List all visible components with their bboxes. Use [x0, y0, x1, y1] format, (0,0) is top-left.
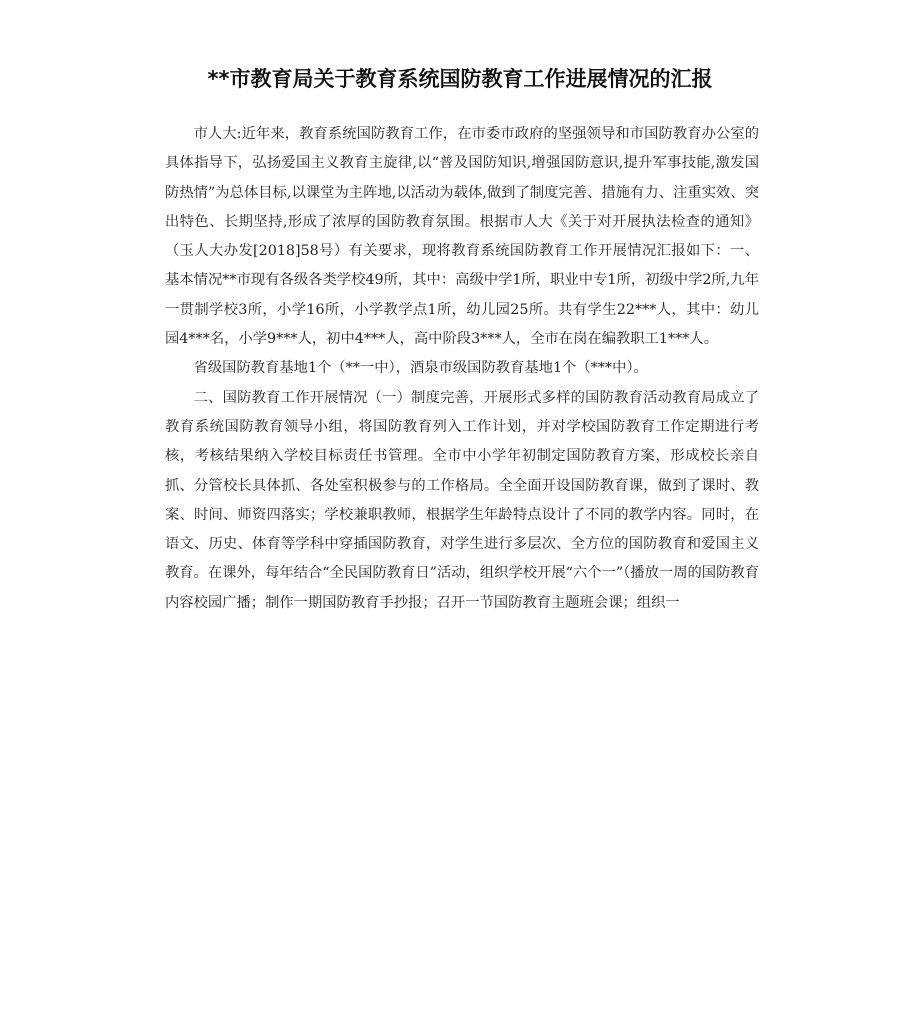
document-title: **市教育局关于教育系统国防教育工作进展情况的汇报: [207, 67, 713, 91]
document-body: [165, 120, 759, 618]
paragraph-basic-situation: 市人大:近年来，教育系统国防教育工作，在市委市政府的坚强领导和市国防教育办公室的具体指导下，弘扬爱国主义教育主旋律,以“普及国防知识,增强国防意识,提升军事技能,激发国防热情”为总体目标,以课堂为主阵地,以活动为载体,做到了制度完善、措施有力、注重实效、突出特色、长期坚持,形成了浓厚的国防教育氛围。根据市人大《关于对开展执法检查的通知》（玉人大办发[2018]58号）有关要求，现将教育系统国防教育工作开展情况汇报如下：一、基本情况**市现有各级各类学校49所，其中：高级中学1所，职业中专1所，初级中学2所,九年一贯制学校3所，小学16所，小学教学点1所，幼儿园25所。共有学生22***人，其中：幼儿园4***名，小学9***人，初中4***人，高中阶段3***人，全市在岗在编教职工1***人。: [165, 126, 759, 348]
paragraph-defense-bases: 省级国防教育基地1个（**一中），酒泉市级国防教育基地1个（***中）。: [193, 360, 648, 377]
paragraph-work-progress: 二、国防教育工作开展情况（一）制度完善，开展形式多样的国防教育活动教育局成立了教育系统国防教育领导小组，将国防教育列入工作计划，并对学校国防教育工作定期进行考核，考核结果纳入学校目标责任书管理。全市中小学年初制定国防教育方案，形成校长亲自抓、分管校长具体抓、各处室积极参与的工作格局。全全面开设国防教育课，做到了课时、教案、时间、师资四落实；学校兼职教师，根据学生年龄特点设计了不同的教学内容。同时，在语文、历史、体育等学科中穿插国防教育，对学生进行多层次、全方位的国防教育和爱国主义教育。在课外，每年结合“全民国防教育日”活动，组织学校开展“六个一”（播放一周的国防教育内容校园广播；制作一期国防教育手抄报；召开一节国防教育主题班会课；组织一: [165, 389, 759, 611]
